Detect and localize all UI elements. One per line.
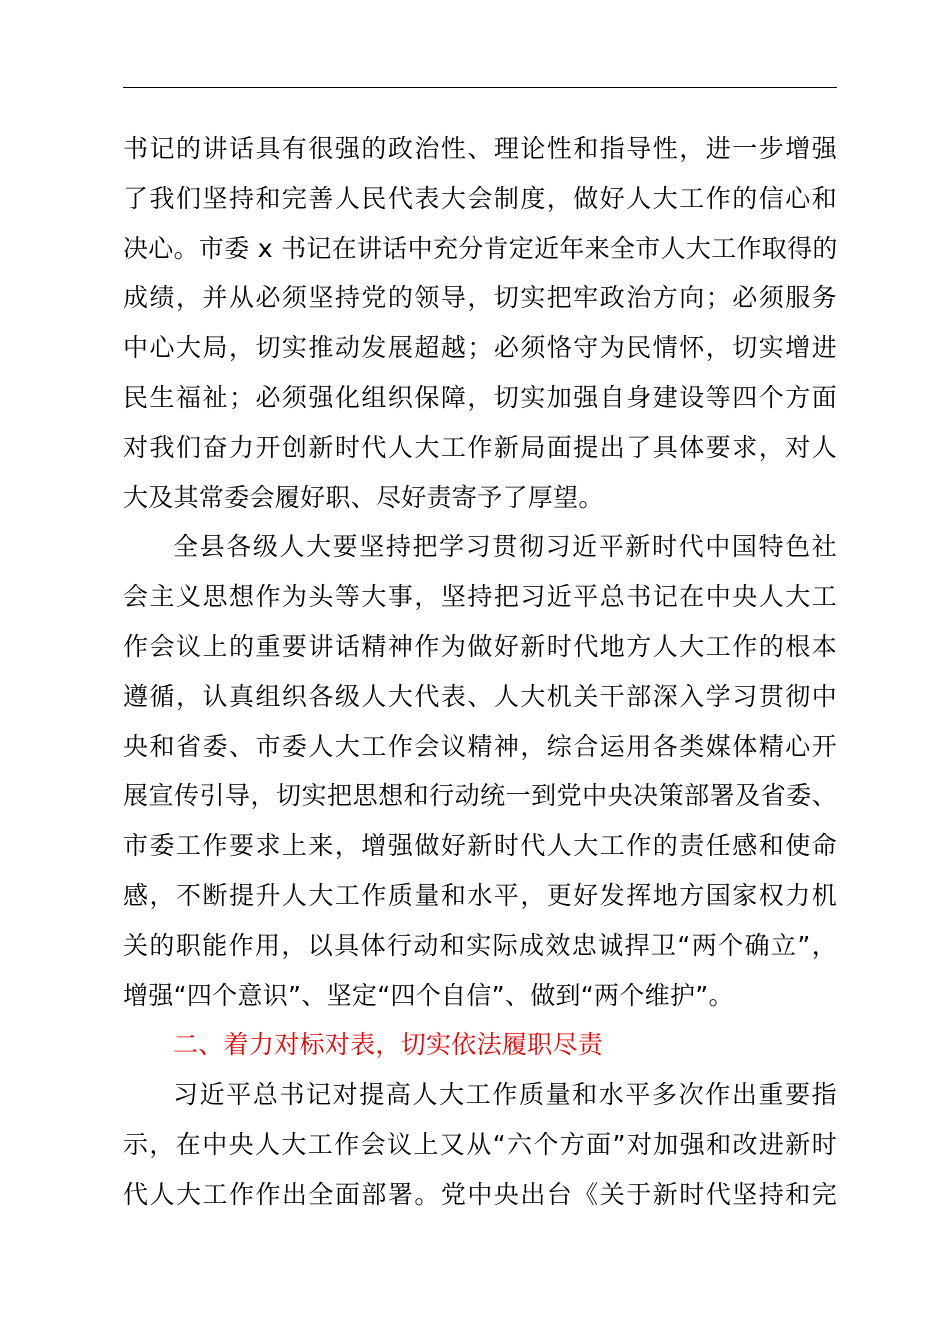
header-rule — [123, 87, 837, 88]
text-line: 遵循，认真组织各级人大代表、人大机关干部深入学习贯彻中 — [123, 681, 837, 711]
text-line: 了我们坚持和完善人民代表大会制度，做好人大工作的信心和 — [123, 183, 837, 213]
text-line: 示，在中央人大工作会议上又从“六个方面”对加强和改进新时 — [123, 1129, 837, 1159]
text-line: 作会议上的重要讲话精神作为做好新时代地方人大工作的根本 — [123, 631, 837, 661]
text-line: 大及其常委会履好职、尽好责寄予了厚望。 — [123, 482, 604, 512]
text-line: 代人大工作作出全面部署。党中央出台《关于新时代坚持和完 — [123, 1179, 837, 1209]
text-line: 中心大局，切实推动发展超越；必须恪守为民情怀，切实增进 — [123, 333, 837, 363]
text-line: 成绩，并从必须坚持党的领导，切实把牢政治方向；必须服务 — [123, 283, 837, 313]
paragraph-3 — [123, 1070, 837, 1219]
text-line: 感，不断提升人大工作质量和水平，更好发挥地方国家权力机 — [123, 880, 837, 910]
text-line: 展宣传引导，切实把思想和行动统一到党中央决策部署及省委、 — [123, 781, 837, 811]
text-line: 对我们奋力开创新时代人大工作新局面提出了具体要求，对人 — [123, 432, 837, 462]
text-line: 增强“四个意识”、坚定“四个自信”、做到“两个维护”。 — [123, 980, 734, 1010]
text-line: 市委工作要求上来，增强做好新时代人大工作的责任感和使命 — [123, 831, 837, 861]
text-line: 会主义思想作为头等大事，坚持把习近平总书记在中央人大工 — [123, 582, 837, 612]
paragraph-2 — [123, 522, 837, 1020]
section-heading — [123, 1020, 837, 1070]
text-line: 书记的讲话具有很强的政治性、理论性和指导性，进一步增强 — [123, 134, 837, 163]
text-line: 习近平总书记对提高人大工作质量和水平多次作出重要指 — [173, 1080, 837, 1110]
text-line: 央和省委、市委人大工作会议精神，综合运用各类媒体精心开 — [123, 731, 837, 761]
document-body — [123, 124, 837, 1220]
text-line: 决心。市委 x 书记在讲话中充分肯定近年来全市人大工作取得的 — [123, 233, 838, 263]
text-line: 全县各级人大要坚持把学习贯彻习近平新时代中国特色社 — [173, 532, 837, 562]
paragraph-1 — [123, 124, 837, 522]
text-line: 关的职能作用，以具体行动和实际成效忠诚捍卫“两个确立”， — [123, 930, 837, 960]
text-line: 民生福祉；必须强化组织保障，切实加强自身建设等四个方面 — [123, 382, 837, 412]
heading-text: 二、着力对标对表，切实依法履职尽责 — [173, 1030, 604, 1060]
